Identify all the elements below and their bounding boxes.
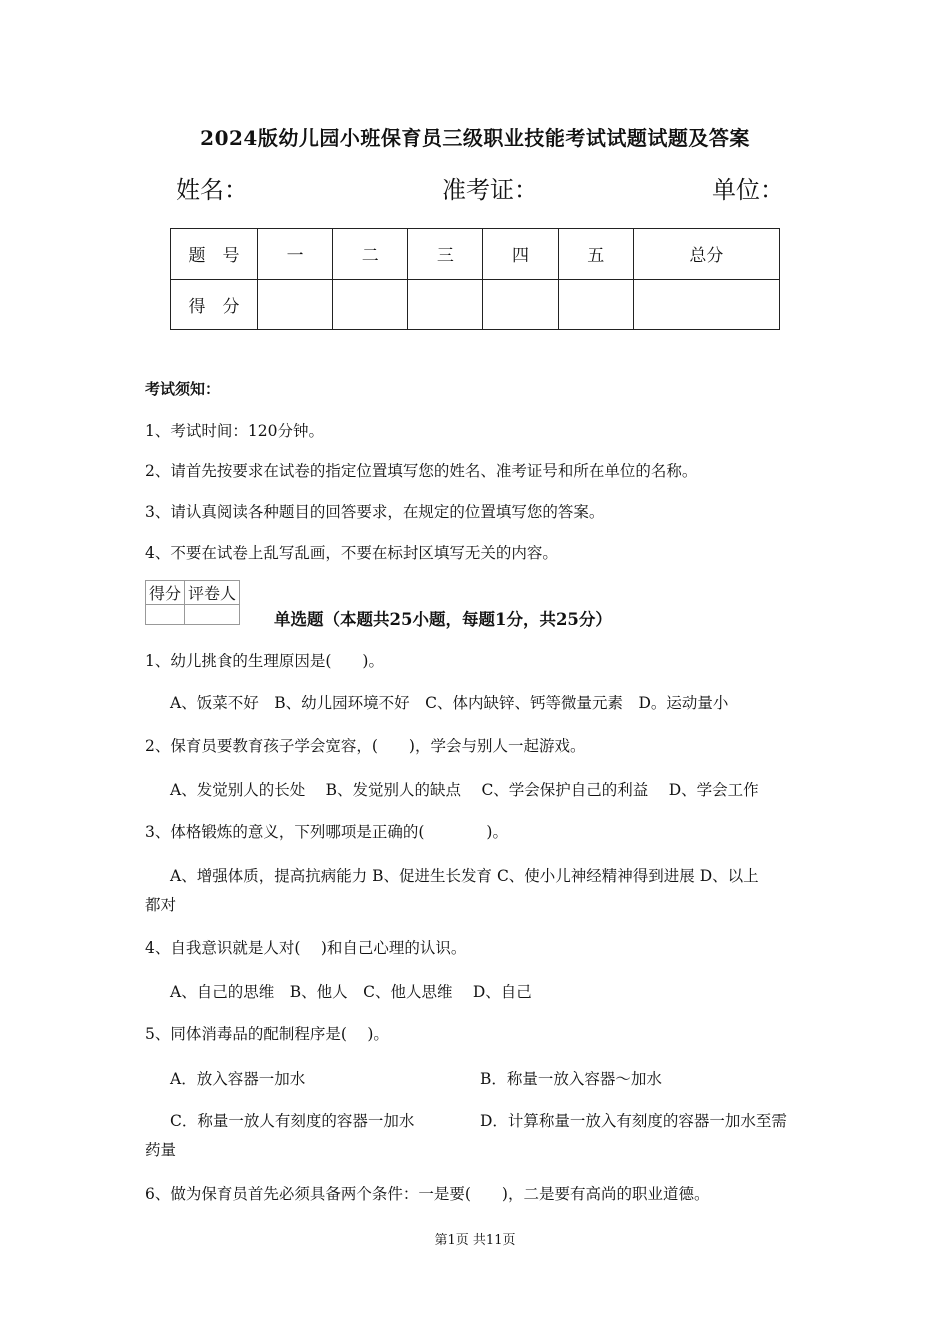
score-header-4: 四 [483,229,558,280]
question-5-option-cont: 药量 [145,1141,177,1159]
grader-score-cell[interactable] [146,605,185,625]
question-3: 3、体格锻炼的意义，下列哪项是正确的( )。 [145,823,508,841]
question-5-option-a: A．放入容器一加水 [170,1070,306,1088]
grader-score-label: 得分 [146,581,185,605]
exam-id-label: 准考证： [442,176,538,204]
question-1: 1、幼儿挑食的生理原因是( )。 [145,652,384,670]
question-3-options: A、增强体质，提高抗病能力 B、促进生长发育 C、使小儿神经精神得到进展 D、以上 [170,867,759,885]
question-1-options: A、饭菜不好 B、幼儿园环境不好 C、体内缺锌、钙等微量元素 D。运动量小 [170,694,729,712]
name-label: 姓名： [176,176,248,204]
question-5-option-c: C．称量一放人有刻度的容器一加水 [170,1112,415,1130]
section-title: 单选题（本题共25小题，每题1分，共25分） [274,610,612,629]
question-5: 5、同体消毒品的配制程序是( )。 [145,1025,389,1043]
question-4-options: A、自己的思维 B、他人 C、他人思维 D、自己 [170,983,532,1001]
score-table-header-row [171,229,780,280]
page-footer: 第1页 共11页 [434,1233,516,1248]
notice-item-3: 3、请认真阅读各种题目的回答要求，在规定的位置填写您的答案。 [145,503,605,521]
question-2-options: A、发觉别人的长处 B、发觉别人的缺点 C、学会保护自己的利益 D、学会工作 [170,781,759,799]
unit-label: 单位： [712,176,784,204]
question-3-options-cont: 都对 [145,896,177,914]
question-6: 6、做为保育员首先必须具备两个条件：一是要( )，二是要有高尚的职业道德。 [145,1185,710,1203]
score-header-1: 一 [258,229,333,280]
question-5-option-b: B．称量一放入容器～加水 [480,1070,662,1088]
score-header-2: 二 [333,229,408,280]
score-cell-1[interactable] [258,279,333,330]
notice-item-1: 1、考试时间：120分钟。 [145,422,324,440]
score-cell-total[interactable] [633,279,779,330]
notice-item-4: 4、不要在试卷上乱写乱画，不要在标封区填写无关的内容。 [145,544,558,562]
grader-box [145,580,240,625]
score-table-score-row [171,279,780,330]
score-header-5: 五 [558,229,633,280]
score-header-total: 总分 [633,229,779,280]
page-title: 2024版幼儿园小班保育员三级职业技能考试试题试题及答案 [200,126,750,150]
question-5-option-d: D．计算称量一放入有刻度的容器一加水至需 [480,1112,787,1130]
score-header-label: 题 号 [171,229,258,280]
question-4: 4、自我意识就是人对( )和自己心理的认识。 [145,939,467,957]
question-2: 2、保育员要教育孩子学会宽容，( )，学会与别人一起游戏。 [145,737,586,755]
notice-item-2: 2、请首先按要求在试卷的指定位置填写您的姓名、准考证号和所在单位的名称。 [145,462,698,480]
score-table [170,228,780,330]
grader-reviewer-label: 评卷人 [185,581,240,605]
score-row-label: 得 分 [171,279,258,330]
score-cell-3[interactable] [408,279,483,330]
score-cell-2[interactable] [333,279,408,330]
score-cell-4[interactable] [483,279,558,330]
score-cell-5[interactable] [558,279,633,330]
grader-reviewer-cell[interactable] [185,605,240,625]
notice-title: 考试须知： [145,380,221,398]
score-header-3: 三 [408,229,483,280]
